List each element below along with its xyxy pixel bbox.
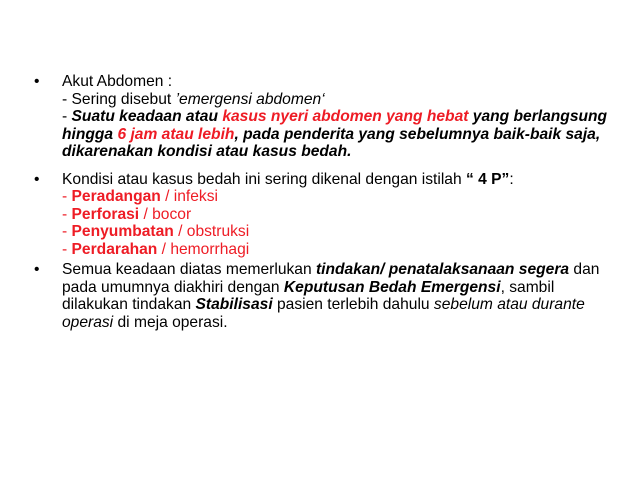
bullet-akut-abdomen bbox=[34, 73, 609, 161]
item-dash: - bbox=[62, 240, 72, 258]
term-4p: “ 4 P” bbox=[465, 170, 510, 188]
item-rest: / infeksi bbox=[160, 188, 218, 205]
intro-colon: : bbox=[509, 170, 514, 188]
definition-part-2: yang berlangsung hingga bbox=[62, 108, 608, 143]
slide-content bbox=[34, 73, 609, 331]
item-dash: - bbox=[62, 188, 72, 205]
intro-text: Kondisi atau kasus bedah ini sering dikenal dengan istilah bbox=[62, 170, 466, 188]
list-item-peradangan bbox=[62, 188, 609, 206]
list-item-perdarahan bbox=[62, 241, 609, 259]
text-sebelum: sebelum atau durante operasi bbox=[62, 296, 585, 331]
definition-dash: - bbox=[62, 108, 72, 125]
item-dash: - bbox=[62, 223, 72, 240]
sub-item-definition bbox=[62, 108, 609, 161]
sub-item-text: - Sering disebut bbox=[62, 90, 176, 108]
definition-highlight-1: kasus nyeri abdomen yang hebat bbox=[222, 108, 469, 125]
bullet-4p-intro bbox=[62, 171, 609, 189]
list-item-penyumbatan bbox=[62, 223, 609, 241]
definition-part-3: , pada penderita yang sebelumnya baik-baik saja, dikarenakan kondisi atau kasus bedah. bbox=[62, 125, 601, 160]
item-bold: Perforasi bbox=[71, 205, 140, 223]
item-bold: Perdarahan bbox=[71, 240, 158, 258]
item-rest: / bocor bbox=[139, 205, 192, 223]
item-rest: / hemorrhagi bbox=[157, 240, 250, 258]
text-stabilisasi: Stabilisasi bbox=[195, 296, 273, 313]
definition-part-1: Suatu keadaan atau bbox=[71, 108, 223, 125]
text-part: di meja operasi. bbox=[113, 313, 228, 331]
text-part: dan pada umumnya diakhiri dengan bbox=[62, 261, 600, 296]
definition-highlight-2: 6 jam atau lebih bbox=[117, 125, 235, 143]
text-part: pasien terlebih dahulu bbox=[272, 296, 434, 313]
list-item-perforasi bbox=[62, 206, 609, 224]
text-keputusan: Keputusan Bedah Emergensi bbox=[283, 278, 501, 296]
text-part: Semua keadaan diatas memerlukan bbox=[62, 261, 316, 278]
sub-item-sering-disebut bbox=[62, 91, 609, 109]
text-tindakan: tindakan/ penatalaksanaan segera bbox=[315, 261, 570, 278]
bullet-tindakan bbox=[34, 261, 609, 331]
item-dash: - bbox=[62, 205, 72, 223]
emergensi-term: ’emergensi abdomen‘ bbox=[175, 90, 325, 108]
item-bold: Penyumbatan bbox=[71, 223, 174, 240]
item-bold: Peradangan bbox=[71, 188, 161, 205]
text-part: , sambil dilakukan tindakan bbox=[62, 278, 555, 313]
bullet-4p bbox=[34, 171, 609, 259]
item-rest: / obstruksi bbox=[173, 223, 250, 240]
bullet-heading: • Akut Abdomen : bbox=[62, 73, 173, 90]
